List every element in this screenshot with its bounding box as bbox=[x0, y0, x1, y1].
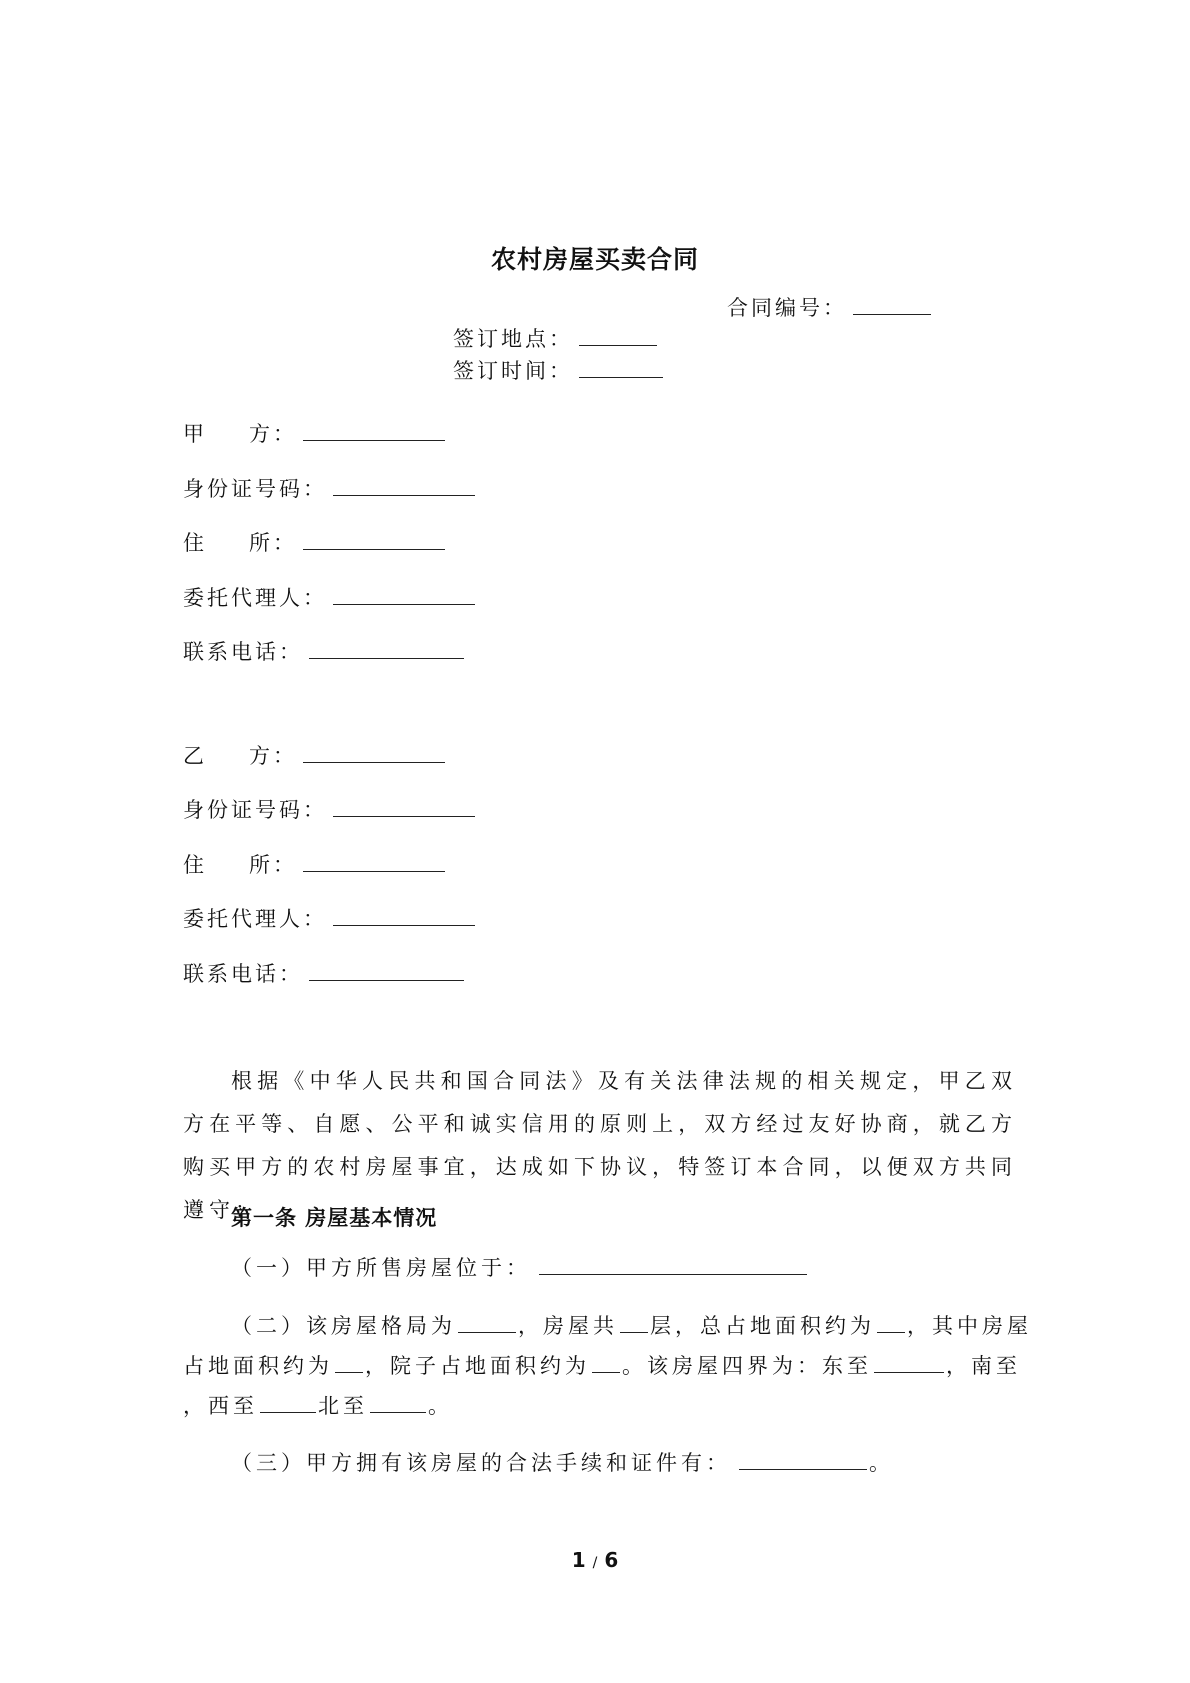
party-b-name-row bbox=[183, 740, 445, 770]
party-b-phone-blank[interactable] bbox=[309, 960, 464, 981]
floors-blank[interactable] bbox=[620, 1314, 648, 1333]
party-b-phone-label: 联系电话： bbox=[183, 962, 303, 986]
party-b-address-label-suffix: 所： bbox=[249, 853, 297, 877]
sign-place-label: 签订地点： bbox=[453, 327, 573, 351]
item-2-text-a: （二）该房屋格局为 bbox=[231, 1314, 456, 1338]
item-2-text-h: ，南至 bbox=[946, 1354, 1021, 1378]
contract-number-row bbox=[727, 292, 931, 322]
item-2-text-g: 。该房屋四界为：东至 bbox=[622, 1354, 872, 1378]
article-1-item-1 bbox=[231, 1252, 809, 1282]
party-a-name-label: 甲 bbox=[183, 422, 207, 446]
party-a-name-row bbox=[183, 418, 445, 448]
item-3-text-b: 。 bbox=[869, 1451, 894, 1475]
party-a-agent-label: 委托代理人： bbox=[183, 586, 327, 610]
sign-time-row bbox=[453, 355, 663, 385]
sign-place-row bbox=[453, 323, 657, 353]
page-number bbox=[0, 1548, 1190, 1572]
party-a-name-label-suffix: 方： bbox=[249, 422, 297, 446]
house-area-blank[interactable] bbox=[335, 1354, 363, 1373]
party-b-id-row bbox=[183, 794, 475, 824]
party-a-address-row bbox=[183, 527, 445, 557]
party-b-agent-blank[interactable] bbox=[333, 905, 475, 926]
party-b-address-label: 住 bbox=[183, 853, 207, 877]
sign-place-blank[interactable] bbox=[579, 325, 657, 346]
current-page: 1 bbox=[571, 1548, 586, 1572]
north-boundary-blank[interactable] bbox=[370, 1394, 426, 1413]
item-2-text-d: ，其中房屋 bbox=[907, 1314, 1032, 1338]
article-1-heading: 第一条 房屋基本情况 bbox=[231, 1206, 438, 1230]
party-b-address-row bbox=[183, 849, 445, 879]
item-2-text-e: 占地面积约为 bbox=[183, 1354, 333, 1378]
party-b-id-label: 身份证号码： bbox=[183, 798, 327, 822]
party-a-phone-blank[interactable] bbox=[309, 638, 464, 659]
east-boundary-blank[interactable] bbox=[874, 1354, 944, 1373]
item-3-text-a: （三）甲方拥有该房屋的合法手续和证件有： bbox=[231, 1451, 731, 1475]
document-title: 农村房屋买卖合同 bbox=[490, 245, 699, 274]
contract-number-blank[interactable] bbox=[853, 294, 931, 315]
party-a-phone-row bbox=[183, 636, 464, 666]
item-2-text-c: 层，总占地面积约为 bbox=[650, 1314, 875, 1338]
party-b-name-label-suffix: 方： bbox=[249, 744, 297, 768]
party-a-phone-label: 联系电话： bbox=[183, 640, 303, 664]
yard-area-blank[interactable] bbox=[592, 1354, 620, 1373]
item-1-text: （一）甲方所售房屋位于： bbox=[231, 1256, 531, 1280]
party-a-name-blank[interactable] bbox=[303, 420, 445, 441]
total-area-blank[interactable] bbox=[877, 1314, 905, 1333]
party-a-id-label: 身份证号码： bbox=[183, 477, 327, 501]
party-a-id-blank[interactable] bbox=[333, 475, 475, 496]
party-b-agent-row bbox=[183, 903, 475, 933]
item-2-text-f: ，院子占地面积约为 bbox=[365, 1354, 590, 1378]
article-1-item-2-line-1 bbox=[231, 1310, 1032, 1340]
party-a-agent-blank[interactable] bbox=[333, 584, 475, 605]
party-a-agent-row bbox=[183, 582, 475, 612]
total-pages: 6 bbox=[604, 1548, 619, 1572]
intro-paragraph: 根据《中华人民共和国合同法》及有关法律法规的相关规定，甲乙双方在平等、自愿、公平和诚实信用的原则上，双方经过友好协商，就乙方购买甲方的农村房屋事宜，达成如下协议，特签订本合同，以便双方共同遵守： bbox=[183, 1069, 1017, 1222]
party-b-id-blank[interactable] bbox=[333, 796, 475, 817]
party-b-phone-row bbox=[183, 958, 464, 988]
house-layout-blank[interactable] bbox=[458, 1314, 516, 1333]
item-2-text-k: 。 bbox=[428, 1394, 453, 1418]
party-b-name-label: 乙 bbox=[183, 744, 207, 768]
party-b-address-blank[interactable] bbox=[303, 851, 445, 872]
article-1-item-2-line-3 bbox=[183, 1390, 453, 1420]
party-b-agent-label: 委托代理人： bbox=[183, 907, 327, 931]
west-boundary-blank[interactable] bbox=[260, 1394, 316, 1413]
article-1-item-2-line-2 bbox=[183, 1350, 1021, 1380]
sign-time-blank[interactable] bbox=[579, 357, 663, 378]
item-2-text-b: ，房屋共 bbox=[518, 1314, 618, 1338]
page-separator: / bbox=[592, 1555, 598, 1571]
contract-number-label: 合同编号： bbox=[727, 296, 847, 320]
certificates-blank[interactable] bbox=[739, 1451, 867, 1470]
item-2-text-j: 北至 bbox=[318, 1394, 368, 1418]
article-1-item-3 bbox=[231, 1447, 894, 1477]
party-a-id-row bbox=[183, 473, 475, 503]
party-a-address-blank[interactable] bbox=[303, 529, 445, 550]
party-b-name-blank[interactable] bbox=[303, 742, 445, 763]
house-location-blank[interactable] bbox=[539, 1256, 807, 1275]
item-2-text-i: ，西至 bbox=[183, 1394, 258, 1418]
sign-time-label: 签订时间： bbox=[453, 359, 573, 383]
party-a-address-label-suffix: 所： bbox=[249, 531, 297, 555]
party-a-address-label: 住 bbox=[183, 531, 207, 555]
